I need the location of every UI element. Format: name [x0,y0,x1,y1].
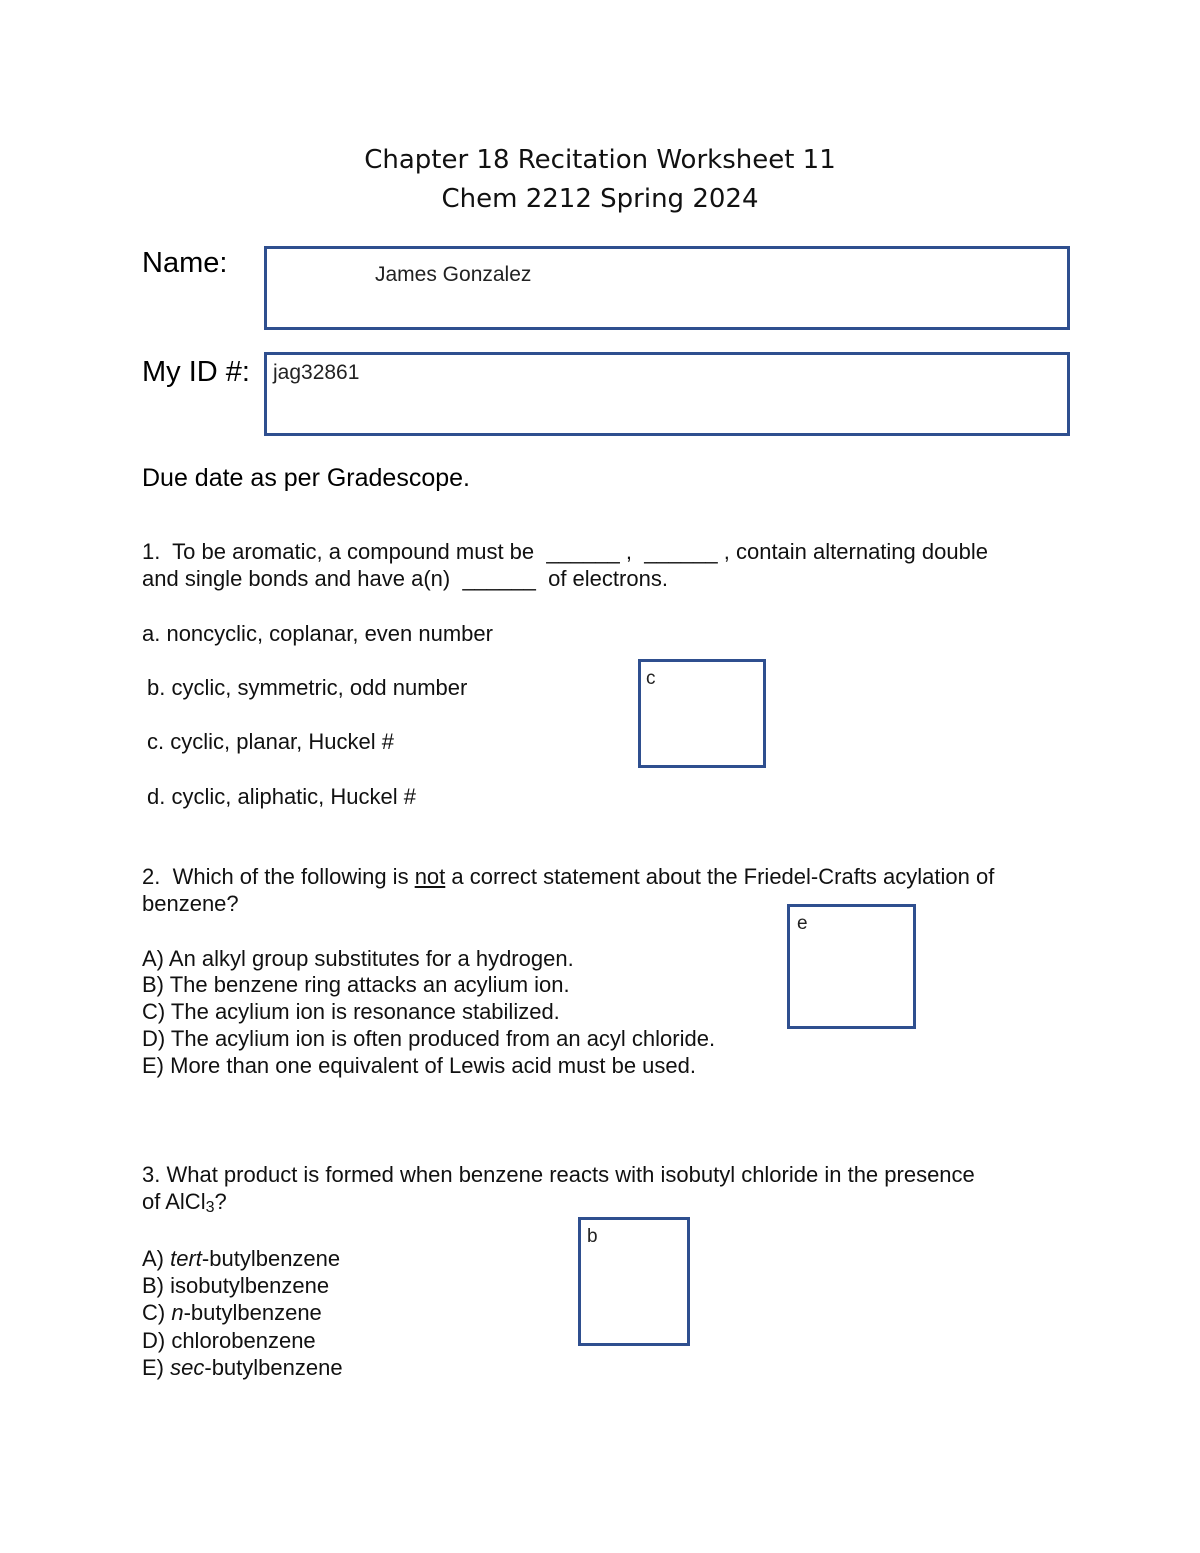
question-2-option-a: A) An alkyl group substitutes for a hydrogen. [142,946,574,971]
question-2-emphasis: not [414,864,446,889]
question-3-option-a: A) tert-butylbenzene [142,1246,341,1271]
question-2-line-1: 2. Which of the following is not a correct statement about the Friedel-Crafts acylation of [142,864,995,889]
question-2-option-b: B) The benzene ring attacks an acylium ion. [142,972,570,997]
id-field[interactable] [264,352,1070,436]
question-2-option-d: D) The acylium ion is often produced from an acyl chloride. [142,1026,716,1051]
course-subtitle: Chem 2212 Spring 2024 [441,184,759,214]
question-3-option-c: C) n-butylbenzene [142,1300,322,1325]
question-1-option-c: c. cyclic, planar, Huckel # [147,729,394,754]
question-3-option-e: E) sec-butylbenzene [142,1355,343,1380]
question-3-answer-box[interactable] [578,1217,690,1346]
question-3-option-d: D) chlorobenzene [142,1328,316,1353]
question-2-option-c: C) The acylium ion is resonance stabilized. [142,999,560,1024]
question-1-option-d: d. cyclic, aliphatic, Huckel # [147,784,416,809]
question-3-line-1: 3. What product is formed when benzene reacts with isobutyl chloride in the presence [142,1162,975,1187]
name-field[interactable] [264,246,1070,330]
worksheet-title: Chapter 18 Recitation Worksheet 11 [364,145,836,175]
question-2-answer: e [797,913,808,934]
question-1-answer: c [646,668,656,689]
question-1-answer-box[interactable] [638,659,766,768]
question-1-line-1: 1. To be aromatic, a compound must be ______ , ______ , contain alternating double [142,539,988,564]
question-2-line-2: benzene? [142,891,239,916]
question-1-option-b: b. cyclic, symmetric, odd number [147,675,468,700]
question-3-option-b: B) isobutylbenzene [142,1273,330,1298]
id-label: My ID #: [142,356,250,388]
question-2-answer-box[interactable] [787,904,916,1029]
name-label: Name: [142,247,228,279]
question-2-option-e: E) More than one equivalent of Lewis acid must be used. [142,1053,696,1078]
question-1-line-2: and single bonds and have a(n) ______ of electrons. [142,566,668,591]
question-3-answer: b [587,1226,598,1247]
due-date-note: Due date as per Gradescope. [142,464,470,492]
name-field-value: James Gonzalez [375,263,532,286]
question-1-option-a: a. noncyclic, coplanar, even number [142,621,493,646]
id-field-value: jag32861 [273,361,360,384]
question-3-line-2: of AlCl$_3$? [142,1189,227,1216]
